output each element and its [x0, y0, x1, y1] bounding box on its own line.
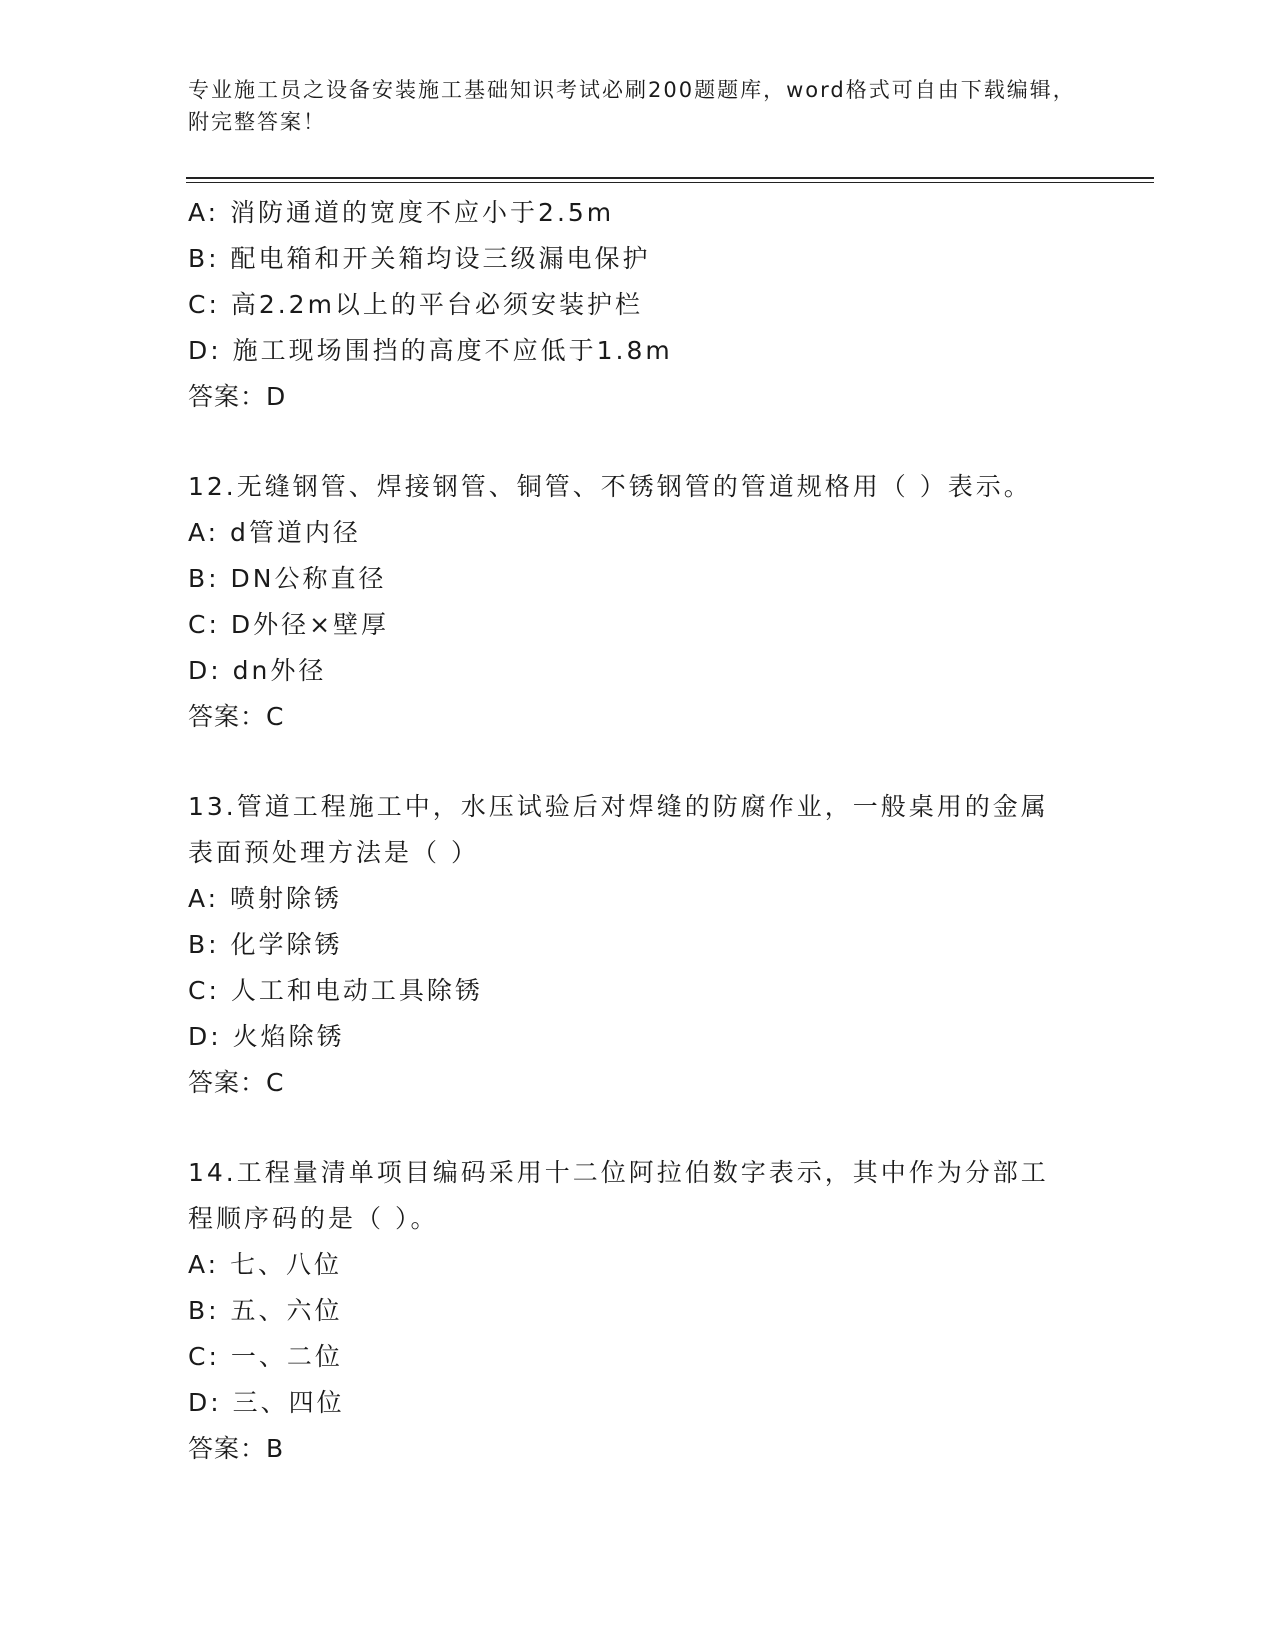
- header-rule-thin: [186, 182, 1154, 183]
- option-c: C: 人工和电动工具除锈: [188, 976, 483, 1005]
- option-c: C: 一、二位: [188, 1342, 343, 1371]
- answer: 答案：D: [188, 382, 287, 411]
- document-header: 专业施工员之设备安装施工基础知识考试必刷200题题库，word格式可自由下载编辑，附完整答案！: [188, 78, 1076, 134]
- option-b: B: DN公称直径: [188, 564, 387, 593]
- answer: 答案：C: [188, 702, 285, 731]
- option-c: C: D外径×壁厚: [188, 610, 390, 639]
- option-a: A: 消防通道的宽度不应小于2.5m: [188, 198, 615, 227]
- option-a: A: 七、八位: [188, 1250, 343, 1279]
- option-d: D: 三、四位: [188, 1388, 345, 1417]
- question-12: [188, 464, 1088, 740]
- question-stem: 13.管道工程施工中，水压试验后对焊缝的防腐作业，一般桌用的金属表面预处理方法是（ ）: [188, 792, 1049, 867]
- answer: 答案：B: [188, 1434, 285, 1463]
- prev-question-block: [188, 190, 1088, 420]
- question-13: [188, 784, 1088, 1106]
- question-14: [188, 1150, 1088, 1472]
- option-a: A: d管道内径: [188, 518, 361, 547]
- answer: 答案：C: [188, 1068, 285, 1097]
- question-stem: 12.无缝钢管、焊接钢管、铜管、不锈钢管的管道规格用（ ）表示。: [188, 472, 1032, 501]
- option-c: C: 高2.2m以上的平台必须安装护栏: [188, 290, 643, 319]
- option-b: B: 化学除锈: [188, 930, 343, 959]
- option-b: B: 配电箱和开关箱均设三级漏电保护: [188, 244, 651, 273]
- question-stem: 14.工程量清单项目编码采用十二位阿拉伯数字表示，其中作为分部工程顺序码的是（ ）。: [188, 1158, 1049, 1233]
- header-rule-thick: [186, 177, 1154, 179]
- option-d: D: dn外径: [188, 656, 327, 685]
- option-a: A: 喷射除锈: [188, 884, 343, 913]
- option-b: B: 五、六位: [188, 1296, 343, 1325]
- option-d: D: 火焰除锈: [188, 1022, 345, 1051]
- option-d: D: 施工现场围挡的高度不应低于1.8m: [188, 336, 673, 365]
- document-body: [188, 190, 1088, 1472]
